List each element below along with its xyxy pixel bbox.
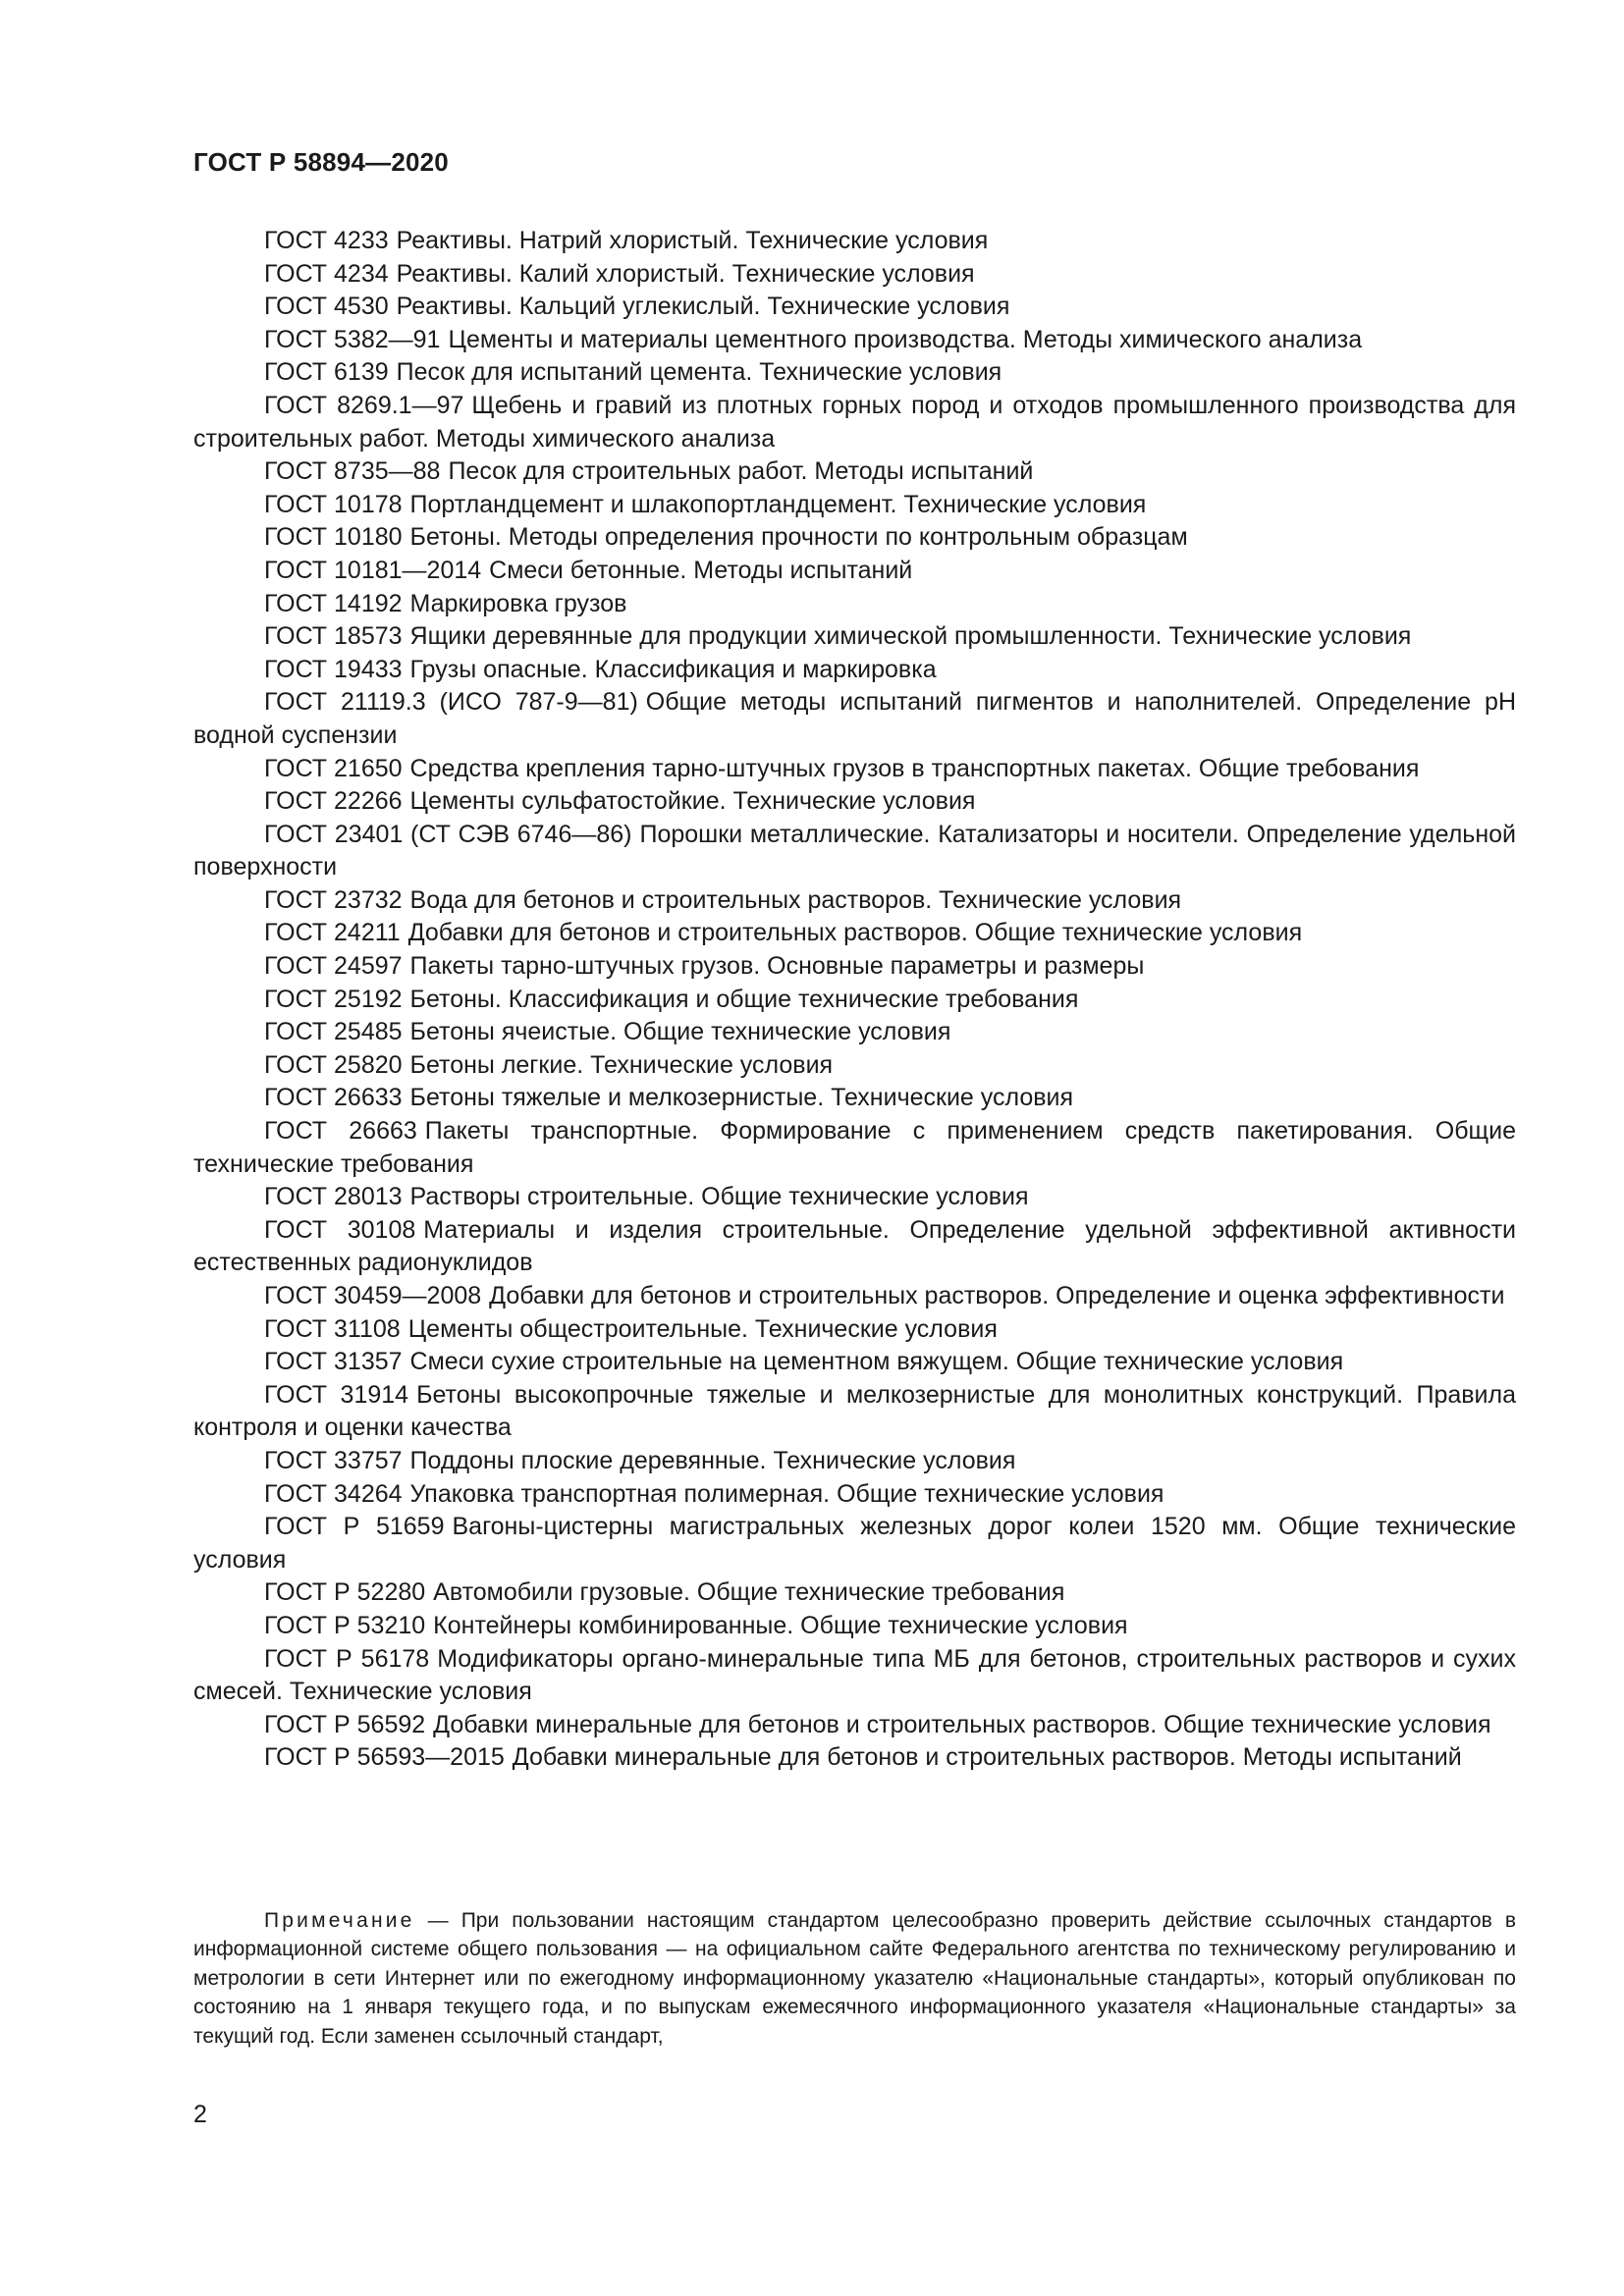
- reference-entry: [193, 225, 1516, 258]
- reference-code: ГОСТ 23732: [264, 885, 403, 914]
- reference-title: Бетоны. Классификация и общие технические требования: [409, 985, 1079, 1013]
- reference-title: Смеси сухие строительные на цементном вяжущем. Общие технические условия: [409, 1348, 1344, 1376]
- reference-entry: [193, 1181, 1516, 1214]
- reference-title: Бетоны легкие. Технические условия: [409, 1050, 834, 1079]
- reference-code: ГОСТ 22266: [264, 787, 403, 816]
- reference-code: ГОСТ 26663: [264, 1117, 417, 1146]
- reference-code: ГОСТ 4530: [264, 293, 389, 321]
- reference-title: Общие методы испытаний пигментов и наполнителей. Определение pH водной суспензии: [193, 688, 1516, 749]
- page-number: 2: [193, 2101, 207, 2128]
- reference-code: ГОСТ 5382—91: [264, 325, 441, 353]
- reference-title: Смеси бетонные. Методы испытаний: [489, 556, 913, 584]
- reference-title: Добавки для бетонов и строительных растворов. Определение и оценка эффективности: [489, 1282, 1505, 1309]
- note-label: Примечание: [264, 1909, 415, 1932]
- reference-entry: [193, 1214, 1516, 1280]
- reference-entry: [193, 1016, 1516, 1049]
- reference-entry: [193, 1379, 1516, 1445]
- reference-title: Автомобили грузовые. Общие технические требования: [433, 1578, 1065, 1607]
- reference-title: Добавки для бетонов и строительных растворов. Общие технические условия: [407, 919, 1303, 947]
- reference-code: ГОСТ Р 52280: [264, 1578, 426, 1607]
- reference-entry: [193, 258, 1516, 292]
- reference-code: ГОСТ 24597: [264, 952, 403, 981]
- reference-title: Реактивы. Натрий хлористый. Технические условия: [396, 227, 989, 254]
- reference-entry: [193, 1709, 1516, 1742]
- reference-entry: [193, 1511, 1516, 1576]
- reference-entry: [193, 1346, 1516, 1379]
- reference-code: ГОСТ 28013: [264, 1183, 403, 1211]
- note-paragraph: [193, 1906, 1516, 2051]
- reference-entry: [193, 753, 1516, 786]
- reference-entry: [193, 291, 1516, 324]
- reference-entry: [193, 1576, 1516, 1610]
- reference-code: ГОСТ 31357: [264, 1348, 403, 1376]
- reference-code: ГОСТ 8269.1—97: [264, 391, 464, 419]
- reference-code: ГОСТ 21650: [264, 754, 403, 782]
- reference-entry: [193, 356, 1516, 390]
- reference-title: Реактивы. Кальций углекислый. Технические условия: [396, 293, 1010, 321]
- document-header: ГОСТ Р 58894—2020: [193, 147, 449, 177]
- reference-title: Бетоны высокопрочные тяжелые и мелкозернистые для монолитных конструкций. Правила контроля и оценки качества: [193, 1380, 1516, 1442]
- reference-title: Пакеты тарно-штучных грузов. Основные параметры и размеры: [409, 952, 1145, 981]
- reference-code: ГОСТ 4233: [264, 227, 389, 254]
- reference-title: Песок для строительных работ. Методы испытаний: [448, 457, 1034, 486]
- reference-entry: [193, 620, 1516, 654]
- reference-entry: [193, 819, 1516, 884]
- reference-code: ГОСТ 23401 (СТ СЭВ 6746—86): [264, 820, 632, 848]
- reference-entry: [193, 1115, 1516, 1181]
- reference-code: ГОСТ 25192: [264, 985, 403, 1013]
- reference-title: Цементы и материалы цементного производства. Методы химического анализа: [448, 325, 1363, 353]
- reference-code: ГОСТ 31108: [264, 1314, 401, 1343]
- reference-code: ГОСТ Р 53210: [264, 1611, 426, 1639]
- reference-title: Маркировка грузов: [409, 589, 627, 617]
- reference-entry: [193, 1082, 1516, 1115]
- reference-code: ГОСТ Р 56178: [264, 1644, 430, 1673]
- reference-code: ГОСТ 25485: [264, 1018, 403, 1046]
- reference-code: ГОСТ Р 56592: [264, 1710, 426, 1738]
- reference-title: Грузы опасные. Классификация и маркировка: [409, 655, 937, 683]
- reference-code: ГОСТ 26633: [264, 1084, 403, 1112]
- normative-references-list: [193, 225, 1516, 1775]
- reference-code: ГОСТ 33757: [264, 1446, 403, 1474]
- reference-code: ГОСТ 14192: [264, 589, 403, 617]
- reference-entry: [193, 324, 1516, 357]
- reference-code: ГОСТ 24211: [264, 919, 401, 947]
- reference-code: ГОСТ 34264: [264, 1479, 403, 1508]
- reference-entry: [193, 1445, 1516, 1478]
- reference-entry: [193, 785, 1516, 819]
- reference-title: Бетоны. Методы определения прочности по контрольным образцам: [409, 523, 1188, 552]
- reference-code: ГОСТ Р 56593—2015: [264, 1743, 505, 1772]
- reference-entry: [193, 1280, 1516, 1313]
- reference-entry: [193, 686, 1516, 752]
- reference-entry: [193, 1643, 1516, 1709]
- reference-entry: [193, 489, 1516, 522]
- reference-code: ГОСТ 10178: [264, 490, 403, 518]
- reference-title: Поддоны плоские деревянные. Технические условия: [409, 1446, 1016, 1474]
- reference-title: Пакеты транспортные. Формирование с применением средств пакетирования. Общие технические требования: [193, 1117, 1516, 1178]
- reference-title: Песок для испытаний цемента. Технические условия: [396, 358, 1002, 387]
- reference-entry: [193, 1478, 1516, 1512]
- reference-title: Вагоны-цистерны магистральных железных дорог колеи 1520 мм. Общие технические условия: [193, 1513, 1516, 1574]
- reference-code: ГОСТ 6139: [264, 358, 389, 387]
- reference-title: Модификаторы органо-минеральные типа МБ для бетонов, строительных растворов и сухих смесей. Технические условия: [193, 1644, 1516, 1706]
- reference-code: ГОСТ 21119.3 (ИСО 787-9—81): [264, 688, 638, 717]
- reference-code: ГОСТ 8735—88: [264, 457, 441, 486]
- reference-code: ГОСТ 10181—2014: [264, 556, 482, 584]
- reference-entry: [193, 950, 1516, 984]
- reference-code: ГОСТ 31914: [264, 1380, 409, 1409]
- reference-title: Упаковка транспортная полимерная. Общие технические условия: [409, 1479, 1164, 1508]
- reference-entry: [193, 1049, 1516, 1083]
- reference-title: Цементы общестроительные. Технические условия: [407, 1314, 998, 1343]
- reference-entry: [193, 654, 1516, 687]
- reference-title: Бетоны тяжелые и мелкозернистые. Технические условия: [409, 1084, 1074, 1112]
- reference-title: Бетоны ячеистые. Общие технические условия: [409, 1018, 951, 1046]
- reference-title: Материалы и изделия строительные. Определение удельной эффективной активности естественных радионуклидов: [193, 1215, 1516, 1277]
- reference-code: ГОСТ 4234: [264, 259, 389, 288]
- reference-title: Добавки минеральные для бетонов и строительных растворов. Общие технические условия: [433, 1710, 1491, 1738]
- reference-entry: [193, 1610, 1516, 1643]
- reference-entry: [193, 1313, 1516, 1347]
- reference-title: Щебень и гравий из плотных горных пород и отходов промышленного производства для строительных работ. Методы химического анализа: [193, 391, 1516, 453]
- reference-entry: [193, 521, 1516, 555]
- reference-code: ГОСТ 30459—2008: [264, 1282, 482, 1309]
- reference-title: Реактивы. Калий хлористый. Технические условия: [396, 259, 975, 288]
- reference-code: ГОСТ 18573: [264, 622, 403, 651]
- reference-code: ГОСТ 25820: [264, 1050, 403, 1079]
- reference-code: ГОСТ 10180: [264, 523, 403, 552]
- reference-title: Порошки металлические. Катализаторы и носители. Определение удельной поверхности: [193, 820, 1516, 881]
- reference-entry: [193, 984, 1516, 1017]
- reference-title: Вода для бетонов и строительных растворов. Технические условия: [409, 885, 1182, 914]
- note-text: — При пользовании настоящим стандартом целесообразно проверить действие ссылочных стандартов в информационной системе общего пользования — на официальном сайте Федерального агентства по техническому регулированию и метрологии в сети Интернет или по ежегодному информационному указателю «Национальные стандарты», который опубликован по состоянию на 1 января текущего года, и по выпускам ежемесячного информационного указателя «Национальные стандарты» за текущий год. Если заменен ссылочный стандарт,: [193, 1909, 1516, 2048]
- reference-code: ГОСТ 30108: [264, 1215, 416, 1244]
- reference-title: Средства крепления тарно-штучных грузов в транспортных пакетах. Общие требования: [409, 754, 1420, 782]
- reference-entry: [193, 390, 1516, 455]
- reference-title: Портландцемент и шлакопортландцемент. Технические условия: [409, 490, 1147, 518]
- reference-title: Ящики деревянные для продукции химической промышленности. Технические условия: [409, 622, 1412, 651]
- reference-entry: [193, 884, 1516, 918]
- reference-entry: [193, 1741, 1516, 1775]
- reference-title: Цементы сульфатостойкие. Технические условия: [409, 787, 976, 816]
- reference-entry: [193, 917, 1516, 950]
- reference-code: ГОСТ Р 51659: [264, 1513, 445, 1541]
- reference-entry: [193, 455, 1516, 489]
- reference-entry: [193, 555, 1516, 588]
- reference-title: Растворы строительные. Общие технические условия: [409, 1183, 1029, 1211]
- reference-title: Добавки минеральные для бетонов и строительных растворов. Методы испытаний: [512, 1743, 1462, 1772]
- reference-title: Контейнеры комбинированные. Общие технические условия: [433, 1611, 1128, 1639]
- reference-code: ГОСТ 19433: [264, 655, 403, 683]
- reference-entry: [193, 588, 1516, 621]
